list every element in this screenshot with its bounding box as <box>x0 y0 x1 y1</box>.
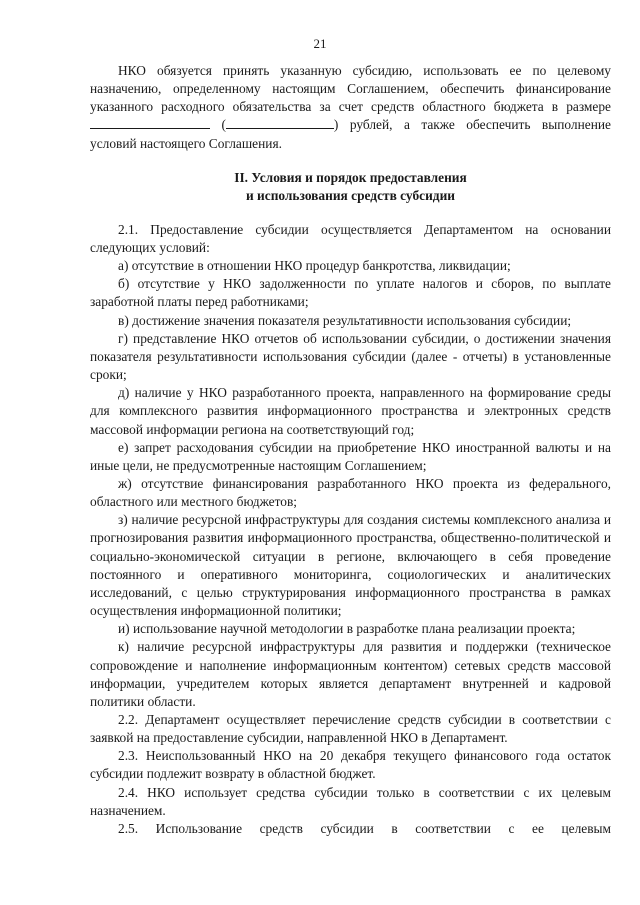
condition-v: в) достижение значения показателя результативности использования субсидии; <box>118 312 572 328</box>
intro-open-paren: ( <box>221 117 226 133</box>
condition-e: е) запрет расходования субсидии на приобретение НКО иностранной валюты и на иные цели, не предусмотренные настоящим Соглашением; <box>90 439 611 473</box>
condition-i: и) использование научной методологии в разработке плана реализации проекта; <box>118 621 576 637</box>
page-number: 21 <box>313 36 327 51</box>
section-title-line2: и использования средств субсидии <box>245 187 456 203</box>
condition-k: к) наличие ресурсной инфраструктуры для развития и поддержки (техническое сопровождение и наполнение информационным контентом) сетевых средств массовой информации, учредителем которых является департамент внутренней и кадровой политики области. <box>90 639 611 709</box>
intro-text-part2: ) рублей, а также обеспечить выполнение условий настоящего Соглашения. <box>90 117 611 151</box>
paragraph-2-4: 2.4. НКО использует средства субсидии только в соответствии с их целевым назначением. <box>90 784 611 818</box>
section-title <box>90 169 611 205</box>
paragraph-2-5: 2.5. Использование средств субсидии в соответствии с ее целевым <box>118 820 611 836</box>
amount-words-blank-field[interactable] <box>226 116 334 129</box>
amount-blank-field[interactable] <box>90 116 210 129</box>
paragraph-2-3: 2.3. Неиспользованный НКО на 20 декабря текущего финансового года остаток субсидии подлежит возврату в областной бюджет. <box>90 748 611 782</box>
paragraph-2-1: 2.1. Предоставление субсидии осуществляется Департаментом на основании следующих условий: <box>90 221 611 255</box>
document-body <box>90 62 611 838</box>
condition-d: д) наличие у НКО разработанного проекта, направленного на формирование среды для комплексного развития информационного пространства и электронных средств массовой информации региона на соответствующий год; <box>90 385 611 437</box>
condition-z: з) наличие ресурсной инфраструктуры для создания системы комплексного анализа и прогнозирования развития информационного пространства, общественно-политической и социально-экономической ситуации в регионе, включающего в себя проведение постоянного и оперативного мониторинга, социологических и аналитических исследований, с целью структурирования информационного пространства в рамках осуществления информационной политики; <box>90 512 611 619</box>
condition-a: а) отсутствие в отношении НКО процедур банкротства, ликвидации; <box>118 258 511 274</box>
condition-b: б) отсутствие у НКО задолженности по уплате налогов и сборов, по выплате заработной платы перед работниками; <box>90 276 611 310</box>
condition-zh: ж) отсутствие финансирования разработанного НКО проекта из федерального, областного или местного бюджетов; <box>90 475 611 510</box>
condition-g: г) представление НКО отчетов об использовании субсидии, о достижении значения показателя результативности использования субсидии (далее - отчеты) в установленные сроки; <box>90 330 611 383</box>
intro-paragraph <box>90 62 611 153</box>
intro-text-part1: НКО обязуется принять указанную субсидию, использовать ее по целевому назначению, определенному настоящим Соглашением, обеспечить финансирование указанного расходного обязательства за счет средств областного бюджета в размере <box>90 63 611 115</box>
paragraph-2-2: 2.2. Департамент осуществляет перечисление средств субсидии в соответствии с заявкой на предоставление субсидии, направленной НКО в Департамент. <box>90 712 611 746</box>
section-title-line1: II. Условия и порядок предоставления <box>234 169 467 185</box>
